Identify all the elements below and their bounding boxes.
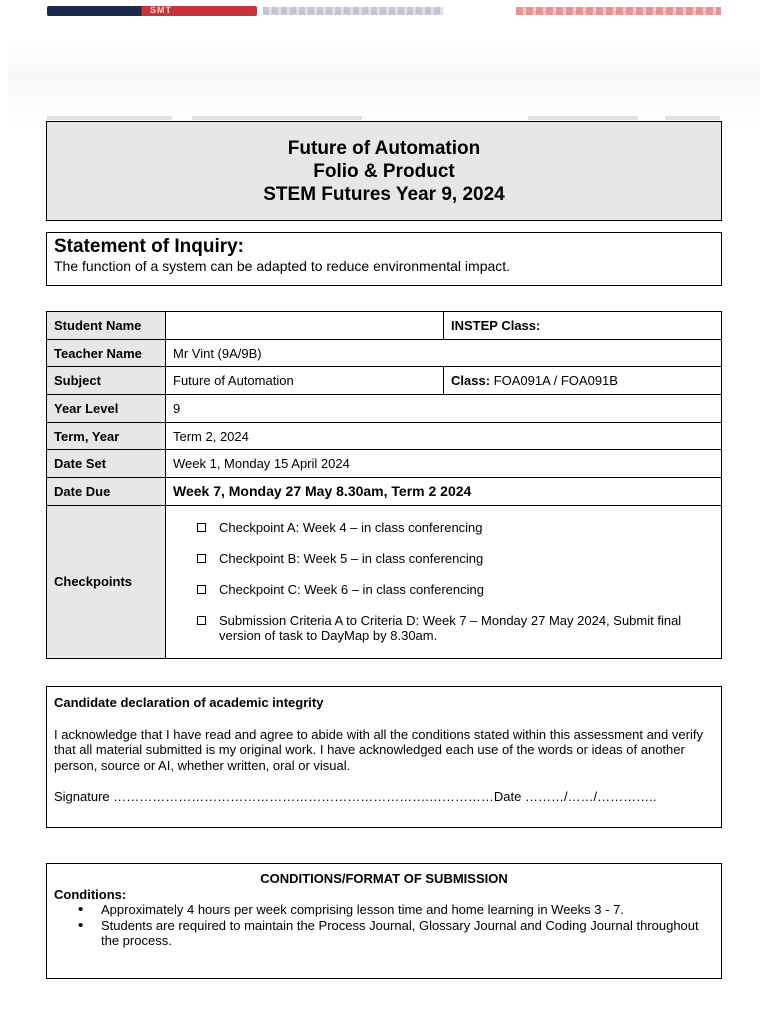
teacher-name-label: Teacher Name [47, 339, 166, 367]
year-level-value: 9 [166, 395, 722, 423]
table-row [47, 312, 722, 340]
checkpoint-text: Checkpoint A: Week 4 – in class conferencing [219, 519, 483, 535]
checkpoint-list [166, 509, 721, 655]
list-item [197, 551, 721, 566]
declaration-heading: Candidate declaration of academic integrity [54, 695, 324, 710]
title-line-2: Folio & Product [313, 161, 455, 182]
motto-banner [516, 7, 721, 15]
table-row [47, 367, 722, 395]
title-line-1: Future of Automation [287, 138, 481, 159]
conditions-box [46, 863, 722, 979]
declaration-text: I acknowledge that I have read and agree to abide with all the conditions stated within this assessment and verify that all material submitted is my original work. I have acknowledged each use of the words or ideas of another person, source or AI, whether written, oral or visual. [54, 726, 703, 773]
subject-label: Subject [47, 367, 166, 395]
title-line-3: STEM Futures Year 9, 2024 [263, 184, 505, 205]
statement-of-inquiry [46, 232, 722, 286]
conditions-heading: CONDITIONS/FORMAT OF SUBMISSION [260, 871, 508, 886]
list-item [197, 582, 721, 597]
title-box [46, 121, 722, 221]
student-name-label: Student Name [47, 312, 166, 340]
table-row [47, 339, 722, 367]
statement-text: The function of a system can be adapted to reduce environmental impact. [54, 258, 511, 274]
checkpoint-text: Submission Criteria A to Criteria D: Week 7 – Monday 27 May 2024, Submit final version of task to DayMap by 8.30am. [219, 612, 682, 643]
school-logo-text: SMT [150, 5, 172, 15]
date-set-label: Date Set [47, 450, 166, 478]
checkbox-icon[interactable] [197, 554, 206, 563]
faded-banner-bar [192, 116, 362, 120]
teacher-name-value: Mr Vint (9A/9B) [166, 339, 722, 367]
faded-banner [8, 40, 760, 125]
term-year-label: Term, Year [47, 422, 166, 450]
student-name-field[interactable] [166, 312, 444, 340]
statement-heading: Statement of Inquiry: [54, 236, 245, 257]
date-set-value: Week 1, Monday 15 April 2024 [166, 450, 722, 478]
partner-logo [263, 7, 443, 15]
table-row [47, 422, 722, 450]
class-value: FOA091A / FOA091B [493, 373, 618, 389]
conditions-subheading: Conditions: [54, 886, 127, 902]
checkpoints-cell [166, 505, 722, 658]
table-row [47, 395, 722, 423]
date-due-label: Date Due [47, 478, 166, 506]
header-logo-strip [0, 0, 768, 22]
date-due-value: Week 7, Monday 27 May 8.30am, Term 2 2024 [166, 478, 722, 506]
list-item: • Students are required to maintain the Process Journal, Glossary Journal and Coding Journal throughout the process. [78, 918, 714, 949]
class-label: Class: [451, 373, 491, 389]
checkpoint-text: Checkpoint C: Week 6 – in class conferencing [219, 581, 484, 597]
faded-banner-bar [665, 116, 720, 120]
subject-value: Future of Automation [166, 367, 444, 395]
instep-class-field[interactable] [444, 312, 722, 340]
list-item [197, 520, 721, 535]
checkbox-icon[interactable] [197, 585, 206, 594]
checkpoint-text: Checkpoint B: Week 5 – in class conferencing [219, 550, 484, 566]
conditions-list [54, 902, 714, 949]
academic-integrity-declaration [46, 686, 722, 828]
checkbox-icon[interactable] [197, 616, 206, 625]
list-item [197, 613, 721, 643]
class-cell [444, 367, 722, 395]
signature-line[interactable]: Signature ……………………………………………………………….……………Date ………/……/………….. [54, 789, 657, 804]
year-level-label: Year Level [47, 395, 166, 423]
list-item: • Approximately 4 hours per week comprising lesson time and home learning in Weeks 3 - 7. [78, 902, 714, 918]
checkbox-icon[interactable] [197, 523, 206, 532]
table-row [47, 450, 722, 478]
faded-banner-bar [528, 116, 638, 120]
table-row [47, 505, 722, 658]
checkpoints-label: Checkpoints [47, 505, 166, 658]
term-year-value: Term 2, 2024 [166, 422, 722, 450]
faded-banner-bar [47, 116, 172, 120]
table-row [47, 478, 722, 506]
instep-class-label: INSTEP Class: [451, 317, 541, 333]
assessment-info-table [46, 311, 722, 659]
